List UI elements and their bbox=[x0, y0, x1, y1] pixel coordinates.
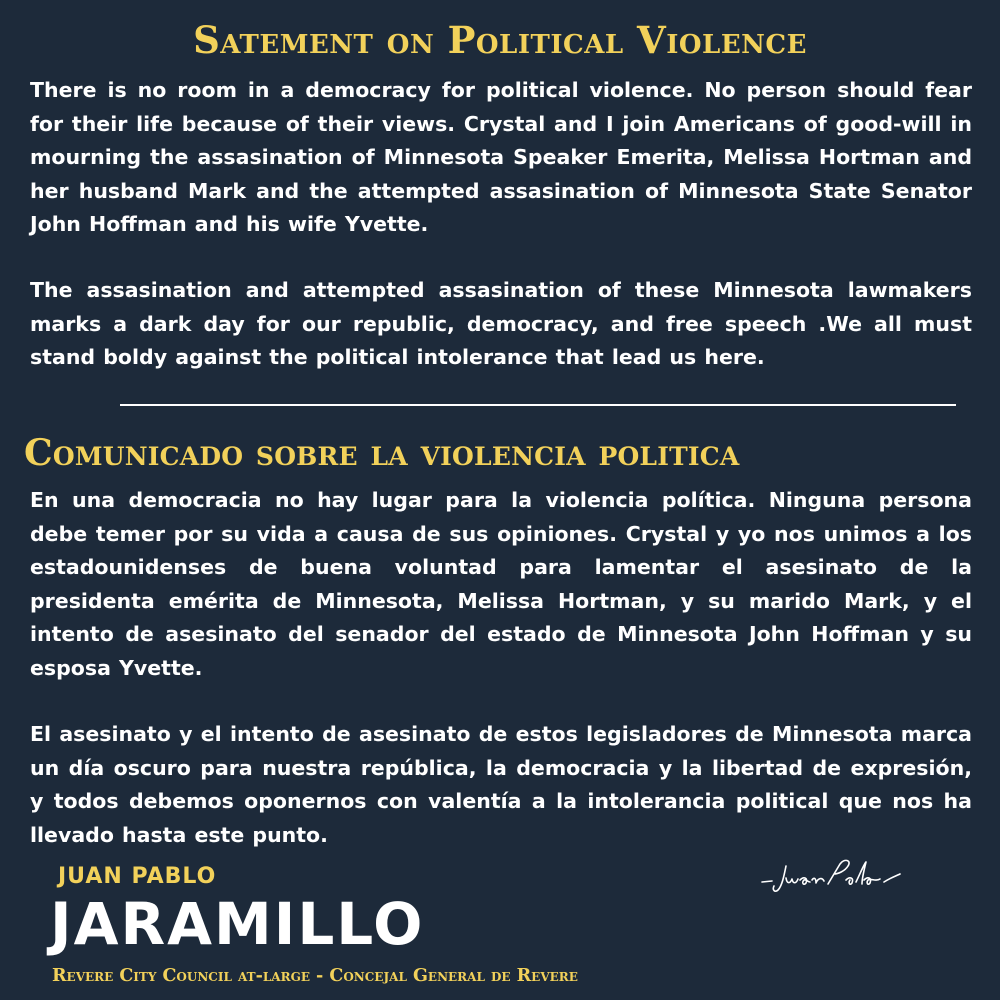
english-heading: Satement on Political Violence bbox=[193, 18, 807, 62]
handwritten-signature-icon bbox=[758, 852, 908, 902]
spanish-heading: Comunicado sobre la violencia politica bbox=[24, 432, 740, 474]
signer-last-name: JARAMILLO bbox=[50, 890, 425, 958]
signer-first-name: JUAN PABLO bbox=[58, 864, 217, 889]
english-paragraph-1: There is no room in a democracy for political violence. No person should fear for their life because of their views. Crystal and I join Americans of good-will in mourning the assasination of Minnesota Speaker Emerita, Melissa Hortman and her husband Mark and the attempted assasination of Minnesota State Senator John Hoffman and his wife Yvette. bbox=[30, 78, 972, 236]
section-divider bbox=[120, 404, 956, 406]
signer-title: Revere City Council at-large - Concejal General de Revere bbox=[52, 966, 578, 986]
spanish-paragraph-1: En una democracia no hay lugar para la violencia política. Ninguna persona debe temer por su vida a causa de sus opiniones. Crystal y yo nos unimos a los estadounidenses de buena voluntad para lamentar el asesinato de la presidenta emérita de Minnesota, Melissa Hortman, y su marido Mark, y el intento de asesinato del senador del estado de Minnesota John Hoffman y su esposa Yvette. bbox=[30, 488, 972, 680]
english-paragraph-2: The assasination and attempted assasination of these Minnesota lawmakers marks a dark day for our republic, democracy, and free speech .We all must stand boldy against the political intolerance that lead us here. bbox=[30, 278, 972, 369]
spanish-paragraph-2: El asesinato y el intento de asesinato de estos legisladores de Minnesota marca un día oscuro para nuestra república, la democracia y la libertad de expresión, y todos debemos oponernos con valentía a la intolerancia political que nos ha llevado hasta este punto. bbox=[30, 722, 972, 847]
